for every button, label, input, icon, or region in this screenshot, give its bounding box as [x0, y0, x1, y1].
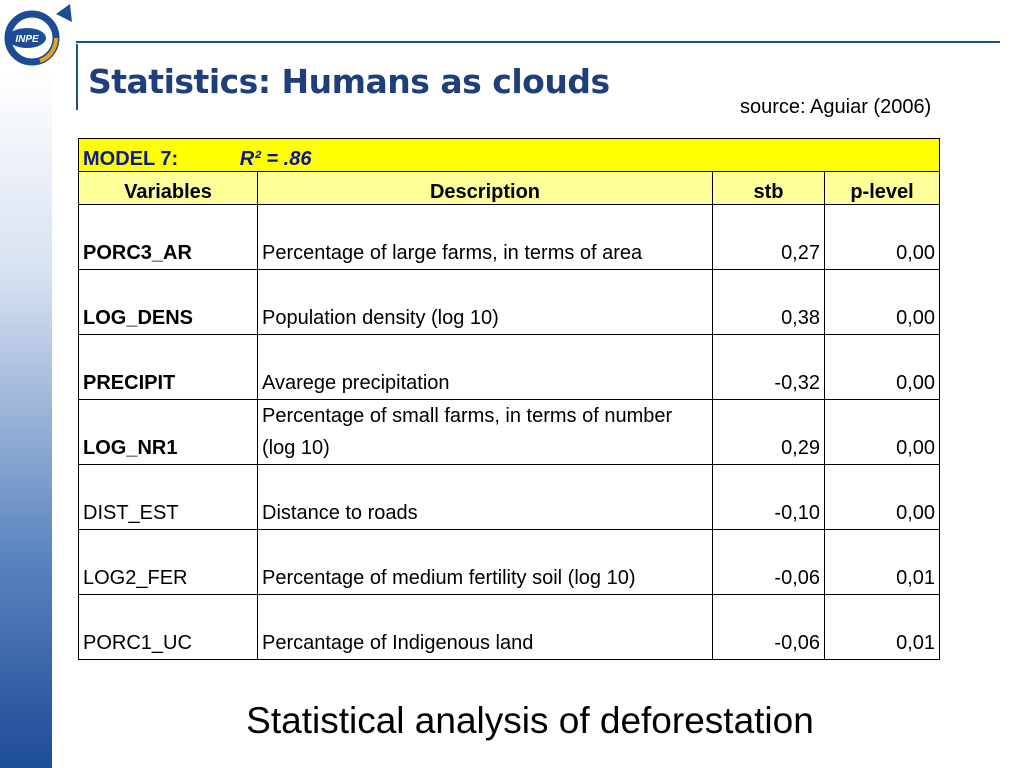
variable-cell: PORC3_AR: [79, 205, 258, 270]
header-description: Description: [258, 172, 713, 205]
table-row: [79, 400, 940, 465]
table-row: [79, 465, 940, 530]
model-row: [79, 139, 940, 172]
model-label: MODEL 7:: [83, 148, 179, 170]
variable-cell: LOG2_FER: [79, 530, 258, 595]
header-rule: [76, 41, 1000, 43]
p-level-cell: 0,00: [825, 400, 940, 465]
stb-cell: 0,38: [713, 270, 825, 335]
header-row: [79, 172, 940, 205]
description-cell: Distance to roads: [258, 465, 713, 530]
description-cell: Avarege precipitation: [258, 335, 713, 400]
stb-cell: -0,06: [713, 530, 825, 595]
p-level-cell: 0,00: [825, 270, 940, 335]
description-cell: Percentage of large farms, in terms of area: [258, 205, 713, 270]
side-gradient-bar: [0, 70, 52, 768]
stb-cell: -0,32: [713, 335, 825, 400]
variable-cell: LOG_DENS: [79, 270, 258, 335]
p-level-cell: 0,01: [825, 595, 940, 660]
description-cell: Percentage of small farms, in terms of number (log 10): [258, 400, 713, 465]
description-cell: Percentage of medium fertility soil (log 10): [258, 530, 713, 595]
logo-text: INPE: [15, 34, 39, 45]
table-row: [79, 205, 940, 270]
variable-cell: DIST_EST: [79, 465, 258, 530]
description-cell: Percantage of Indigenous land: [258, 595, 713, 660]
model-cell: [79, 139, 940, 172]
r2-label: R² = .86: [239, 148, 312, 170]
table-row: [79, 335, 940, 400]
table-row: [79, 595, 940, 660]
table-row: [79, 530, 940, 595]
stb-cell: 0,29: [713, 400, 825, 465]
slide-title: Statistics: Humans as clouds: [88, 62, 610, 101]
stb-cell: -0,10: [713, 465, 825, 530]
p-level-cell: 0,00: [825, 335, 940, 400]
variable-cell: PRECIPIT: [79, 335, 258, 400]
source-note: source: Aguiar (2006): [740, 96, 932, 118]
header-stb: stb: [713, 172, 825, 205]
inpe-logo: [0, 0, 84, 72]
header-variables: Variables: [79, 172, 258, 205]
stb-cell: -0,06: [713, 595, 825, 660]
p-level-cell: 0,00: [825, 465, 940, 530]
slide-caption: Statistical analysis of deforestation: [246, 700, 814, 741]
header-p-level: p-level: [825, 172, 940, 205]
variable-cell: PORC1_UC: [79, 595, 258, 660]
title-rule: [76, 44, 78, 110]
stb-cell: 0,27: [713, 205, 825, 270]
model-table: [78, 138, 940, 660]
p-level-cell: 0,00: [825, 205, 940, 270]
description-cell: Population density (log 10): [258, 270, 713, 335]
p-level-cell: 0,01: [825, 530, 940, 595]
variable-cell: LOG_NR1: [79, 400, 258, 465]
table-row: [79, 270, 940, 335]
